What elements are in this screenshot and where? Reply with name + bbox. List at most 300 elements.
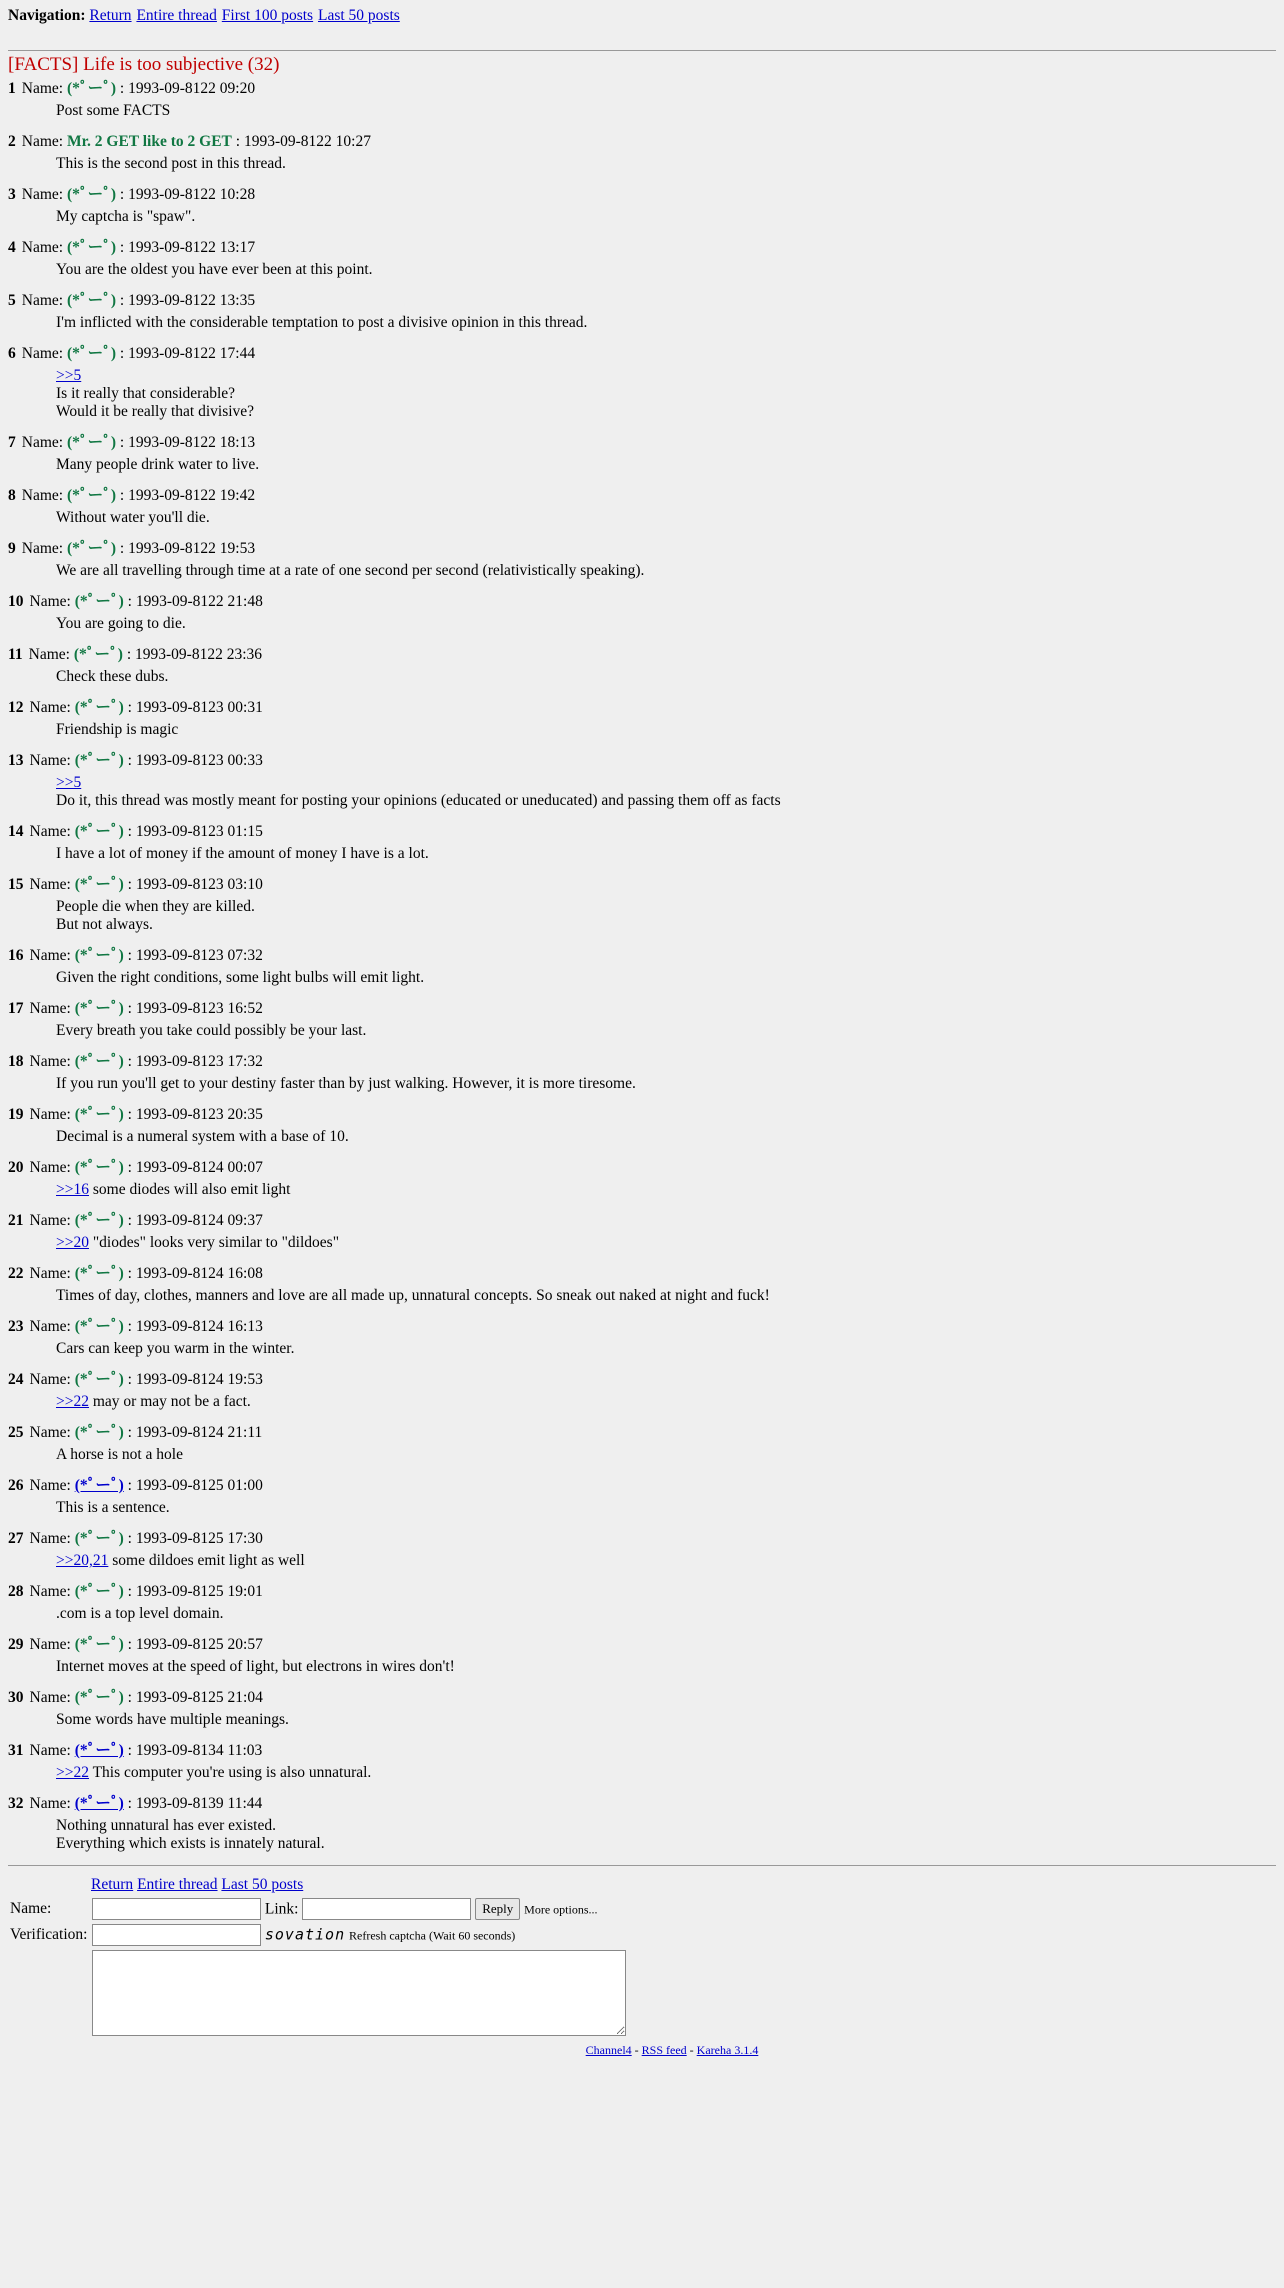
poster-name: (*ﾟーﾟ) [74,1636,124,1653]
post-body [56,1393,1276,1411]
post-header [8,1688,1276,1708]
post-body [56,1552,1276,1570]
post-date: : 1993-09-8122 13:17 [119,239,256,256]
name-label: Name: [29,823,71,840]
post-number[interactable]: 21 [8,1212,24,1229]
name-label: Name: [10,1900,52,1917]
post-text: Decimal is a numeral system with a base of 10. [56,1128,349,1145]
quote-link[interactable]: >>5 [56,774,82,791]
poster-name[interactable]: (*ﾟーﾟ) [74,1795,124,1812]
quote-link[interactable]: >>16 [56,1181,89,1198]
name-label: Name: [29,1583,71,1600]
post [8,645,1276,686]
post-number[interactable]: 7 [8,434,16,451]
poster-name: (*ﾟーﾟ) [74,823,124,840]
name-label: Name: [29,1212,71,1229]
poster-name: (*ﾟーﾟ) [74,1106,124,1123]
post-header [8,751,1276,771]
post [8,592,1276,633]
post-line [56,1764,1276,1782]
name-label: Name: [29,1053,71,1070]
name-label: Name: [21,292,64,309]
post-date: : 1993-09-8123 03:10 [127,876,263,893]
name-label: Name: [29,1689,71,1706]
post-header [8,539,1276,559]
footer-rss-link[interactable]: RSS feed [641,2043,687,2057]
name-label: Name: [29,1795,71,1812]
post-text: Every breath you take could possibly be your last. [56,1022,367,1039]
post [8,1052,1276,1093]
poster-name: (*ﾟーﾟ) [66,80,117,97]
post-text: This is a sentence. [56,1499,170,1516]
poster-name[interactable]: (*ﾟーﾟ) [74,1477,124,1494]
post-date: : 1993-09-8123 00:31 [127,699,263,716]
post-body [56,845,1276,863]
post-body [56,1128,1276,1146]
post-text: Times of day, clothes, manners and love are all made up, unnatural concepts. So sneak out naked at night and fuck! [56,1287,770,1304]
nav-first-100-link[interactable]: First 100 posts [221,7,314,24]
post-date: : 1993-09-8125 20:57 [127,1636,263,1653]
post [8,1158,1276,1199]
post-number[interactable]: 18 [8,1053,24,1070]
post-text: some dildoes emit light as well [108,1552,305,1569]
post-date: : 1993-09-8123 07:32 [127,947,263,964]
post-number[interactable]: 22 [8,1265,24,1282]
post [8,698,1276,739]
poster-name: (*ﾟーﾟ) [74,699,124,716]
captcha-image: sovation [264,1925,346,1944]
post-text: Some words have multiple meanings. [56,1711,289,1728]
post-body [56,969,1276,987]
name-label: Name: [21,80,64,97]
post-text: some diodes will also emit light [88,1181,291,1198]
post-date: : 1993-09-8123 01:15 [127,823,263,840]
post-number[interactable]: 19 [8,1106,24,1123]
name-label: Name: [21,487,64,504]
post [8,1370,1276,1411]
name-label: Name: [29,1159,71,1176]
post-date: : 1993-09-8123 16:52 [127,1000,263,1017]
post-text: Would it be really that divisive? [56,403,255,420]
divider [8,1865,1276,1866]
post-number[interactable]: 12 [8,699,24,716]
post-number[interactable]: 6 [8,345,16,362]
post [8,1688,1276,1729]
post [8,1105,1276,1146]
footer [8,2043,1276,2058]
poster-name[interactable]: (*ﾟーﾟ) [74,1742,124,1759]
name-label: Name: [21,540,64,557]
name-input[interactable] [92,1898,261,1920]
post-number[interactable]: 24 [8,1371,24,1388]
post-text: .com is a top level domain. [56,1605,224,1622]
post [8,486,1276,527]
name-label: Name: [29,1530,71,1547]
post-body [56,721,1276,739]
name-label: Name: [29,1477,71,1494]
post-number[interactable]: 1 [8,80,16,97]
post-header [8,592,1276,612]
post-text: Without water you'll die. [56,509,210,526]
post-header [8,999,1276,1019]
form-entire-thread-link[interactable]: Entire thread [137,1876,218,1893]
post-date: : 1993-09-8122 09:20 [119,80,256,97]
post-header [8,1635,1276,1655]
post-text: Given the right conditions, some light bulbs will emit light. [56,969,425,986]
post-number[interactable]: 30 [8,1689,24,1706]
post-number[interactable]: 11 [8,646,23,663]
name-label: Name: [29,947,71,964]
post [8,1741,1276,1782]
name-label: Name: [29,699,71,716]
poster-name: (*ﾟーﾟ) [66,345,117,362]
post-date: : 1993-09-8124 00:07 [127,1159,263,1176]
post-body [56,774,1276,810]
post [8,875,1276,934]
quote-link[interactable]: >>22 [56,1393,89,1410]
post-text: may or may not be a fact. [88,1393,251,1410]
poster-name: (*ﾟーﾟ) [66,487,117,504]
post-header [8,1211,1276,1231]
post-date: : 1993-09-8122 10:27 [235,133,371,150]
poster-name: (*ﾟーﾟ) [74,1371,124,1388]
nav-return-link[interactable]: Return [89,7,132,24]
post-body [56,898,1276,934]
name-label: Name: [21,345,64,362]
post [8,132,1276,173]
post-line [56,367,1276,385]
more-options-link[interactable]: More options... [524,1902,598,1917]
post-number[interactable]: 32 [8,1795,24,1812]
post-text: But not always. [56,916,153,933]
post-body [56,367,1276,421]
name-label: Name: [21,239,64,256]
post-text: I have a lot of money if the amount of money I have is a lot. [56,845,429,862]
post-number[interactable]: 13 [8,752,24,769]
post-line [56,774,1276,792]
post-body [56,1658,1276,1676]
post-header [8,1741,1276,1761]
post-date: : 1993-09-8139 11:44 [127,1795,263,1812]
poster-name: (*ﾟーﾟ) [66,186,117,203]
name-label: Name: [29,1742,71,1759]
link-label: Link: [264,1900,299,1918]
reply-button[interactable]: Reply [475,1898,520,1920]
post-number[interactable]: 29 [8,1636,24,1653]
poster-name: (*ﾟーﾟ) [74,752,124,769]
poster-name: (*ﾟーﾟ) [66,292,117,309]
post-text: Many people drink water to live. [56,456,260,473]
name-label: Name: [29,876,71,893]
post-header [8,344,1276,364]
verification-input[interactable] [92,1924,261,1946]
post-header [8,291,1276,311]
post [8,291,1276,332]
reply-section [8,1865,1276,2058]
post-body [56,1711,1276,1729]
post-text: Friendship is magic [56,721,179,738]
post-header [8,185,1276,205]
post-header [8,822,1276,842]
post-body [56,1181,1276,1199]
post [8,1317,1276,1358]
name-label: Name: [29,593,71,610]
post [8,1264,1276,1305]
post-text: "diodes" looks very similar to "dildoes" [88,1234,340,1251]
post-date: : 1993-09-8125 01:00 [127,1477,263,1494]
post-header [8,946,1276,966]
post-number[interactable]: 27 [8,1530,24,1547]
post-text: My captcha is "spaw". [56,208,196,225]
name-label: Name: [29,1000,71,1017]
post-body [56,261,1276,279]
post-number[interactable]: 4 [8,239,16,256]
post-text: Check these dubs. [56,668,169,685]
post-text: Nothing unnatural has ever existed. [56,1817,276,1834]
post [8,1794,1276,1853]
form-links [91,1876,1276,1894]
post-date: : 1993-09-8122 13:35 [119,292,256,309]
post [8,539,1276,580]
post-body [56,1340,1276,1358]
post [8,1476,1276,1517]
post-number[interactable]: 16 [8,947,24,964]
post-header [8,875,1276,895]
post-body [56,615,1276,633]
footer-kareha-link[interactable]: Kareha 3.1.4 [696,2043,759,2057]
name-label: Name: [29,1265,71,1282]
post-text: People die when they are killed. [56,898,255,915]
poster-name: (*ﾟーﾟ) [74,1424,124,1441]
form-return-link[interactable]: Return [91,1876,134,1893]
post-text: Cars can keep you warm in the winter. [56,1340,295,1357]
name-label: Name: [29,752,71,769]
post-text: You are the oldest you have ever been at this point. [56,261,373,278]
post [8,751,1276,810]
quote-link[interactable]: >>20 [56,1234,89,1251]
post-header [8,433,1276,453]
post-header [8,645,1276,665]
post-line [56,1552,1276,1570]
post-body [56,1287,1276,1305]
poster-name: (*ﾟーﾟ) [74,1212,124,1229]
post-body [56,562,1276,580]
post-text: We are all travelling through time at a rate of one second per second (relativistically speaking). [56,562,645,579]
refresh-captcha-text[interactable]: Refresh captcha (Wait 60 seconds) [349,1928,516,1943]
post-body [56,1817,1276,1853]
post-header [8,1158,1276,1178]
post-date: : 1993-09-8134 11:03 [127,1742,263,1759]
post [8,1211,1276,1252]
poster-name: (*ﾟーﾟ) [74,1689,124,1706]
poster-name: (*ﾟーﾟ) [66,540,117,557]
nav-entire-thread-link[interactable]: Entire thread [136,7,217,24]
post-header [8,1476,1276,1496]
post-number[interactable]: 20 [8,1159,24,1176]
post-body [56,668,1276,686]
post-date: : 1993-09-8125 19:01 [127,1583,263,1600]
post-header [8,1264,1276,1284]
post-number[interactable]: 5 [8,292,16,309]
poster-name: Mr. 2 GET like to 2 GET [66,133,232,150]
post-date: : 1993-09-8122 19:42 [119,487,256,504]
name-label: Name: [28,646,70,663]
post-body [56,1499,1276,1517]
quote-link[interactable]: >>20,21 [56,1552,109,1569]
post-date: : 1993-09-8124 16:13 [127,1318,263,1335]
post-date: : 1993-09-8123 20:35 [127,1106,263,1123]
form-last-50-link[interactable]: Last 50 posts [221,1876,304,1893]
post-header [8,1794,1276,1814]
post-number[interactable]: 25 [8,1424,24,1441]
post [8,1529,1276,1570]
post-number[interactable]: 14 [8,823,24,840]
post-date: : 1993-09-8123 00:33 [127,752,263,769]
post-body [56,1446,1276,1464]
post-number[interactable]: 9 [8,540,16,557]
post-body [56,102,1276,120]
link-input[interactable] [302,1898,471,1920]
post-date: : 1993-09-8122 17:44 [119,345,256,362]
name-label: Name: [29,1106,71,1123]
post-date: : 1993-09-8122 18:13 [119,434,256,451]
reply-form [8,1876,1276,2058]
post-text: You are going to die. [56,615,186,632]
post-number[interactable]: 28 [8,1583,24,1600]
post-number[interactable]: 31 [8,1742,24,1759]
post-text: Is it really that considerable? [56,385,236,402]
post-text: This computer you're using is also unnatural. [88,1764,372,1781]
verification-label: Verification: [10,1926,88,1943]
post [8,79,1276,120]
post-text: Everything which exists is innately natural. [56,1835,325,1852]
post-number[interactable]: 10 [8,593,24,610]
footer-channel4-link[interactable]: Channel4 [585,2043,632,2057]
divider [8,50,1276,51]
nav-last-50-link[interactable]: Last 50 posts [317,7,400,24]
post-line [56,1393,1276,1411]
post-text: Internet moves at the speed of light, but electrons in wires don't! [56,1658,455,1675]
poster-name: (*ﾟーﾟ) [66,434,117,451]
post-number[interactable]: 3 [8,186,16,203]
post [8,433,1276,474]
post-date: : 1993-09-8122 23:36 [126,646,262,663]
post-body [56,1764,1276,1782]
thread-title: [FACTS] Life is too subjective (32) [8,54,280,75]
footer-separator: - [631,2043,642,2057]
post-line [56,1181,1276,1199]
post-text: A horse is not a hole [56,1446,183,1463]
post-date: : 1993-09-8124 16:08 [127,1265,263,1282]
post-header [8,132,1276,152]
post-date: : 1993-09-8124 09:37 [127,1212,263,1229]
post-date: : 1993-09-8125 21:04 [127,1689,263,1706]
post-header [8,1317,1276,1337]
poster-name: (*ﾟーﾟ) [74,1530,124,1547]
post-text: This is the second post in this thread. [56,155,286,172]
post-body [56,1075,1276,1093]
poster-name: (*ﾟーﾟ) [74,1265,124,1282]
post-number[interactable]: 8 [8,487,16,504]
post-body [56,456,1276,474]
post-body [56,509,1276,527]
poster-name: (*ﾟーﾟ) [74,1583,124,1600]
post-header [8,1370,1276,1390]
name-label: Name: [21,186,64,203]
post-text: If you run you'll get to your destiny faster than by just walking. However, it is more tiresome. [56,1075,636,1092]
post [8,1582,1276,1623]
post-header [8,79,1276,99]
reply-form-table [8,1896,628,2041]
name-label: Name: [29,1636,71,1653]
post-header [8,238,1276,258]
name-label: Name: [29,1424,71,1441]
post-header [8,1052,1276,1072]
post-date: : 1993-09-8122 21:48 [127,593,263,610]
post-text: Post some FACTS [56,102,171,119]
post-header [8,1105,1276,1125]
post [8,185,1276,226]
post-header [8,486,1276,506]
poster-name: (*ﾟーﾟ) [66,239,117,256]
post-body [56,1234,1276,1252]
name-label: Name: [21,434,64,451]
name-label: Name: [29,1318,71,1335]
post-text: I'm inflicted with the considerable temptation to post a divisive opinion in this thread. [56,314,588,331]
post-header [8,1582,1276,1602]
name-label: Name: [29,1371,71,1388]
post-number[interactable]: 26 [8,1477,24,1494]
post-text: Do it, this thread was mostly meant for posting your opinions (educated or uneducated) and passing them off as facts [56,792,781,809]
post-date: : 1993-09-8123 17:32 [127,1053,263,1070]
post-number[interactable]: 2 [8,133,16,150]
poster-name: (*ﾟーﾟ) [74,1000,124,1017]
post [8,344,1276,421]
post-date: : 1993-09-8124 19:53 [127,1371,263,1388]
post-body [56,1022,1276,1040]
poster-name: (*ﾟーﾟ) [74,593,124,610]
post-body [56,314,1276,332]
poster-name: (*ﾟーﾟ) [74,1159,124,1176]
post-body [56,155,1276,173]
quote-link[interactable]: >>22 [56,1764,89,1781]
post-date: : 1993-09-8124 21:11 [127,1424,263,1441]
post-number[interactable]: 17 [8,1000,24,1017]
post [8,999,1276,1040]
post-body [56,208,1276,226]
post [8,946,1276,987]
navigation-bar [8,6,1276,30]
post [8,822,1276,863]
post-number[interactable]: 23 [8,1318,24,1335]
post [8,238,1276,279]
post [8,1423,1276,1464]
poster-name: (*ﾟーﾟ) [74,1053,124,1070]
poster-name: (*ﾟーﾟ) [74,876,124,893]
post-header [8,1529,1276,1549]
footer-separator: - [686,2043,697,2057]
post [8,1635,1276,1676]
post-date: : 1993-09-8122 19:53 [119,540,256,557]
post-list [8,79,1276,1853]
comment-textarea[interactable] [92,1950,626,2036]
quote-link[interactable]: >>5 [56,367,82,384]
navigation-label: Navigation: [8,7,86,24]
post-date: : 1993-09-8125 17:30 [127,1530,263,1547]
post-header [8,1423,1276,1443]
post-header [8,698,1276,718]
post-number[interactable]: 15 [8,876,24,893]
